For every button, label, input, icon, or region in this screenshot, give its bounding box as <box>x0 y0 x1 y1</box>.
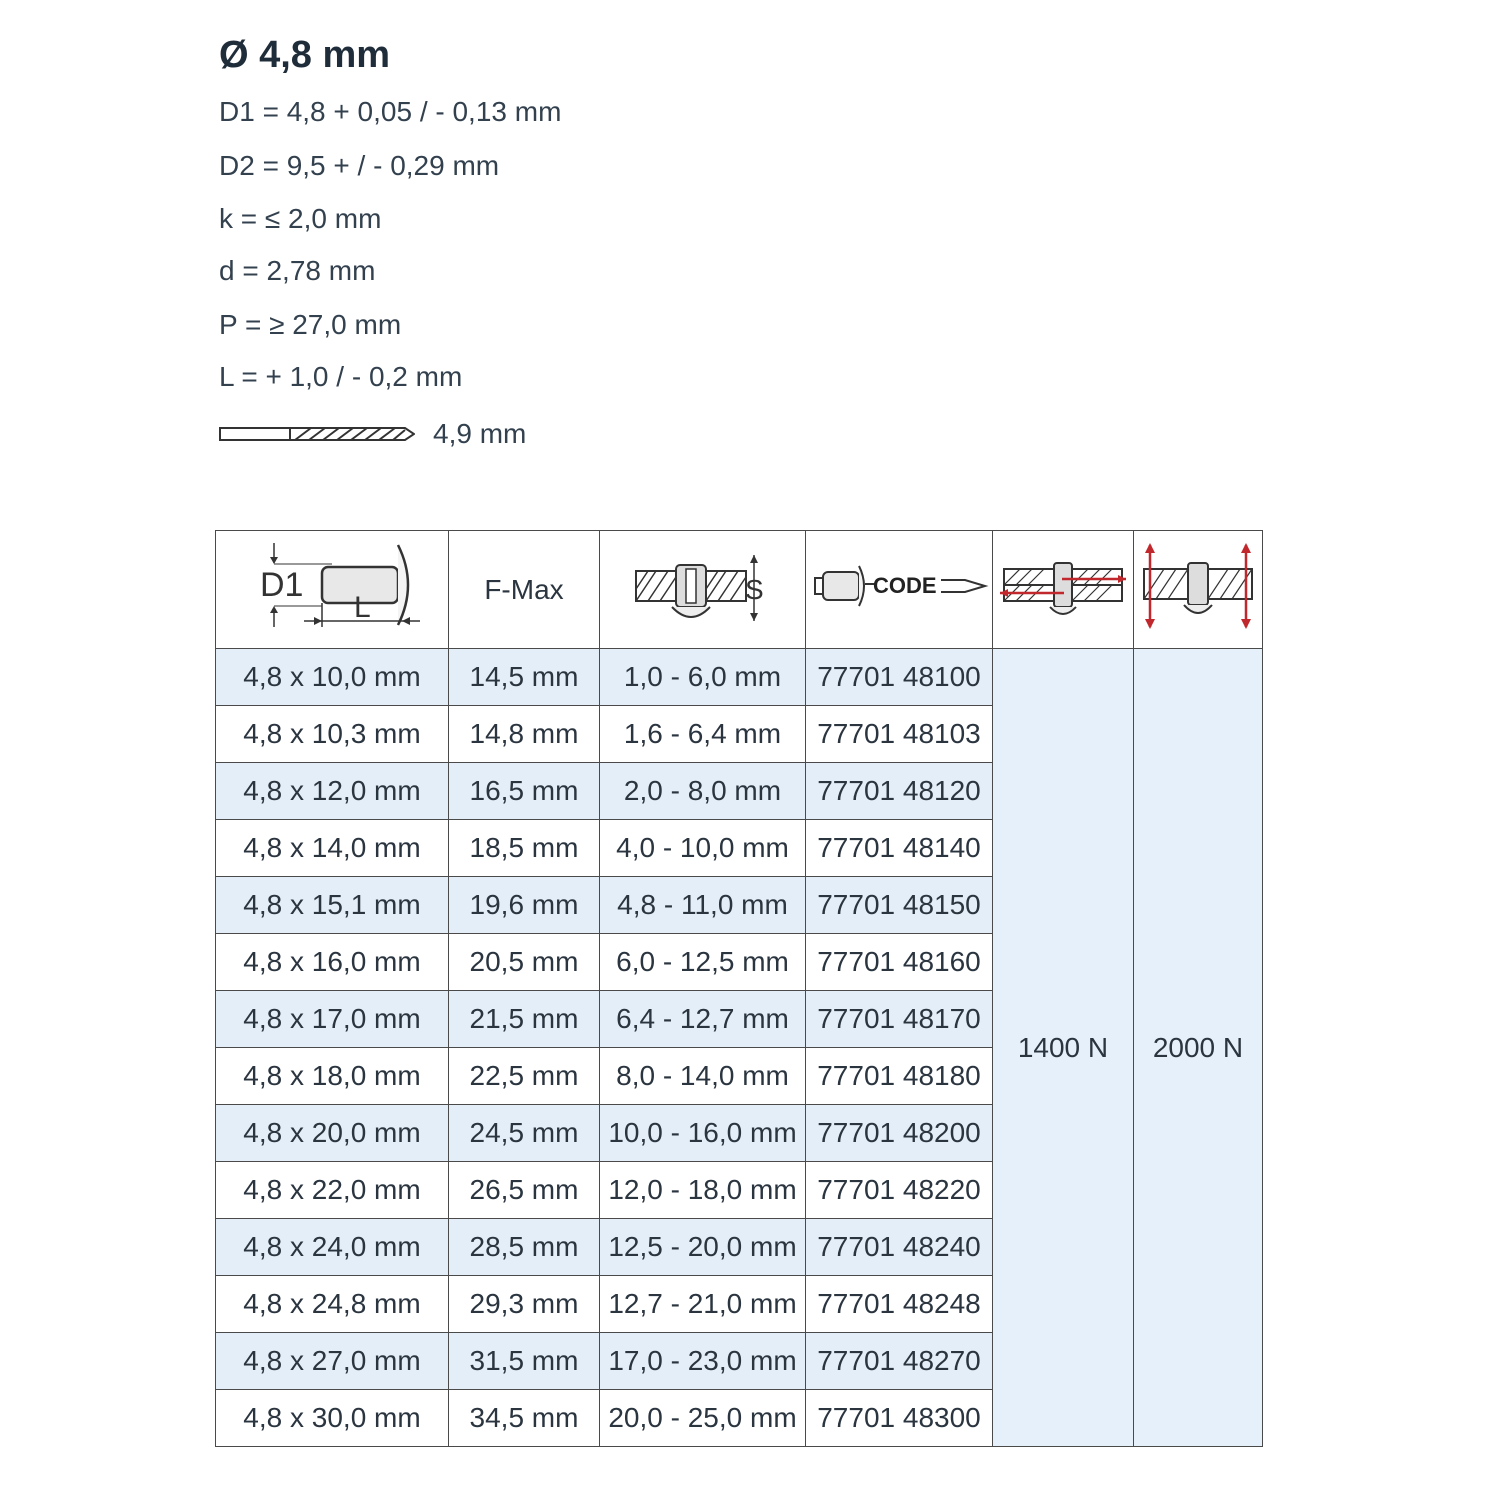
cell-size: 4,8 x 16,0 mm <box>216 934 449 991</box>
header-code <box>806 531 993 649</box>
grip-range-icon <box>628 541 778 631</box>
cell-fmax: 19,6 mm <box>449 877 600 934</box>
cell-grip: 4,0 - 10,0 mm <box>600 820 806 877</box>
cell-code: 77701 48248 <box>806 1276 993 1333</box>
header-fmax: F-Max <box>449 531 600 649</box>
d1-label: D1 <box>260 566 304 604</box>
cell-size: 4,8 x 20,0 mm <box>216 1105 449 1162</box>
cell-size: 4,8 x 24,8 mm <box>216 1276 449 1333</box>
drill-spec <box>219 418 526 450</box>
cell-grip: 8,0 - 14,0 mm <box>600 1048 806 1105</box>
shear-force-icon <box>998 551 1128 621</box>
cell-size: 4,8 x 18,0 mm <box>216 1048 449 1105</box>
cell-fmax: 29,3 mm <box>449 1276 600 1333</box>
cell-fmax: 21,5 mm <box>449 991 600 1048</box>
cell-code: 77701 48240 <box>806 1219 993 1276</box>
drill-size: 4,9 mm <box>433 418 527 449</box>
header-tensile <box>1134 531 1263 649</box>
rivet-dimension-icon <box>222 531 442 641</box>
cell-fmax: 24,5 mm <box>449 1105 600 1162</box>
cell-code: 77701 48200 <box>806 1105 993 1162</box>
cell-fmax: 18,5 mm <box>449 820 600 877</box>
cell-code: 77701 48270 <box>806 1333 993 1390</box>
cell-code: 77701 48140 <box>806 820 993 877</box>
cell-code: 77701 48103 <box>806 706 993 763</box>
cell-grip: 1,6 - 6,4 mm <box>600 706 806 763</box>
cell-size: 4,8 x 12,0 mm <box>216 763 449 820</box>
cell-code: 77701 48300 <box>806 1390 993 1447</box>
cell-fmax: 16,5 mm <box>449 763 600 820</box>
cell-size: 4,8 x 14,0 mm <box>216 820 449 877</box>
cell-size: 4,8 x 30,0 mm <box>216 1390 449 1447</box>
cell-code: 77701 48100 <box>806 649 993 706</box>
spec-p: P = ≥ 27,0 mm <box>219 309 402 340</box>
header-dimensions <box>216 531 449 649</box>
spec-d2: D2 = 9,5 + / - 0,29 mm <box>219 150 500 181</box>
spec-d: d = 2,78 mm <box>219 255 376 286</box>
cell-code: 77701 48220 <box>806 1162 993 1219</box>
spec-k: k = ≤ 2,0 mm <box>219 203 382 234</box>
cell-code: 77701 48170 <box>806 991 993 1048</box>
cell-fmax: 34,5 mm <box>449 1390 600 1447</box>
cell-size: 4,8 x 24,0 mm <box>216 1219 449 1276</box>
tensile-force-icon <box>1136 541 1260 631</box>
table-row <box>216 649 1263 706</box>
cell-grip: 17,0 - 23,0 mm <box>600 1333 806 1390</box>
cell-size: 4,8 x 10,0 mm <box>216 649 449 706</box>
cell-fmax: 14,8 mm <box>449 706 600 763</box>
cell-code: 77701 48120 <box>806 763 993 820</box>
drill-bit-icon <box>219 421 415 447</box>
cell-grip: 12,7 - 21,0 mm <box>600 1276 806 1333</box>
header-shear <box>993 531 1134 649</box>
cell-grip: 10,0 - 16,0 mm <box>600 1105 806 1162</box>
cell-size: 4,8 x 22,0 mm <box>216 1162 449 1219</box>
spec-d1: D1 = 4,8 + 0,05 / - 0,13 mm <box>219 96 562 127</box>
cell-size: 4,8 x 10,3 mm <box>216 706 449 763</box>
cell-grip: 12,0 - 18,0 mm <box>600 1162 806 1219</box>
code-label: CODE <box>873 573 937 598</box>
cell-shear: 1400 N <box>993 649 1134 1447</box>
s-label: S <box>744 574 764 605</box>
rivet-spec-table <box>215 530 1263 1447</box>
cell-grip: 6,0 - 12,5 mm <box>600 934 806 991</box>
cell-grip: 6,4 - 12,7 mm <box>600 991 806 1048</box>
cell-fmax: 31,5 mm <box>449 1333 600 1390</box>
cell-grip: 12,5 - 20,0 mm <box>600 1219 806 1276</box>
cell-fmax: 20,5 mm <box>449 934 600 991</box>
cell-tensile: 2000 N <box>1134 649 1263 1447</box>
cell-grip: 20,0 - 25,0 mm <box>600 1390 806 1447</box>
header-grip <box>600 531 806 649</box>
cell-size: 4,8 x 17,0 mm <box>216 991 449 1048</box>
cell-grip: 4,8 - 11,0 mm <box>600 877 806 934</box>
cell-code: 77701 48150 <box>806 877 993 934</box>
cell-size: 4,8 x 15,1 mm <box>216 877 449 934</box>
cell-grip: 2,0 - 8,0 mm <box>600 763 806 820</box>
cell-fmax: 14,5 mm <box>449 649 600 706</box>
cell-size: 4,8 x 27,0 mm <box>216 1333 449 1390</box>
cell-code: 77701 48160 <box>806 934 993 991</box>
spec-l: L = + 1,0 / - 0,2 mm <box>219 361 463 392</box>
l-label: L <box>354 591 371 624</box>
page-title: Ø 4,8 mm <box>219 34 391 76</box>
code-rivet-icon <box>809 556 989 616</box>
cell-code: 77701 48180 <box>806 1048 993 1105</box>
cell-fmax: 26,5 mm <box>449 1162 600 1219</box>
cell-fmax: 28,5 mm <box>449 1219 600 1276</box>
cell-grip: 1,0 - 6,0 mm <box>600 649 806 706</box>
cell-fmax: 22,5 mm <box>449 1048 600 1105</box>
